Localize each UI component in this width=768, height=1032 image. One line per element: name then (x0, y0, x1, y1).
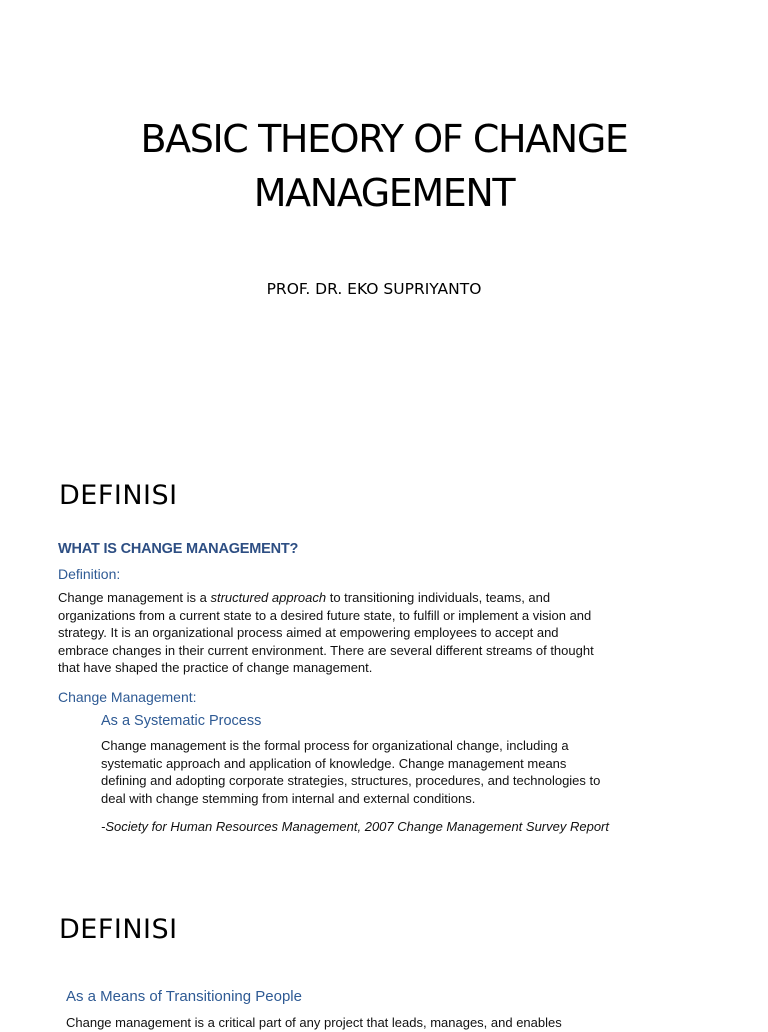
definition-line: that have shaped the practice of change management. (58, 660, 373, 676)
definition-label: Definition: (58, 566, 121, 582)
change-management-label: Change Management: (58, 689, 197, 705)
process-line: deal with change stemming from internal and external conditions. (101, 790, 476, 806)
what-is-change-management-heading: WHAT IS CHANGE MANAGEMENT? (58, 541, 299, 557)
systematic-process-paragraph (101, 737, 701, 807)
process-line: defining and adopting corporate strategies, structures, procedures, and technologies to (101, 773, 601, 789)
citation-text: -Society for Human Resources Management, 2007 Change Management Survey Report (101, 819, 609, 834)
process-line: Change management is the formal process for organizational change, including a (101, 738, 569, 753)
author-name: PROF. DR. EKO SUPRIYANTO (266, 280, 482, 298)
process-line: systematic approach and application of knowledge. Change management means (101, 755, 567, 771)
slide3-heading: DEFINISI (59, 914, 178, 945)
partial-paragraph-line: Change management is a critical part of any project that leads, manages, and enables (66, 1015, 562, 1030)
systematic-process-subheading: As a Systematic Process (101, 713, 262, 729)
definition-paragraph (58, 589, 698, 677)
structured-approach-emphasis: structured approach (210, 590, 327, 605)
definition-line: embrace changes in their current environment. There are several different streams of thought (58, 642, 594, 658)
definition-line: organizations from a current state to a desired future state, to fulfill or implement a vision and (58, 607, 592, 623)
slide2-heading: DEFINISI (59, 480, 178, 511)
definition-line: strategy. It is an organizational process aimed at empowering employees to accept and (58, 625, 559, 641)
title-line-1: BASIC THEORY OF CHANGE (140, 117, 628, 161)
presentation-title (0, 112, 768, 220)
definition-line-1: Change management is a structured approach to transitioning individuals, teams, and (58, 590, 551, 605)
title-line-2: MANAGEMENT (253, 171, 515, 215)
transitioning-people-subheading: As a Means of Transitioning People (66, 988, 302, 1005)
